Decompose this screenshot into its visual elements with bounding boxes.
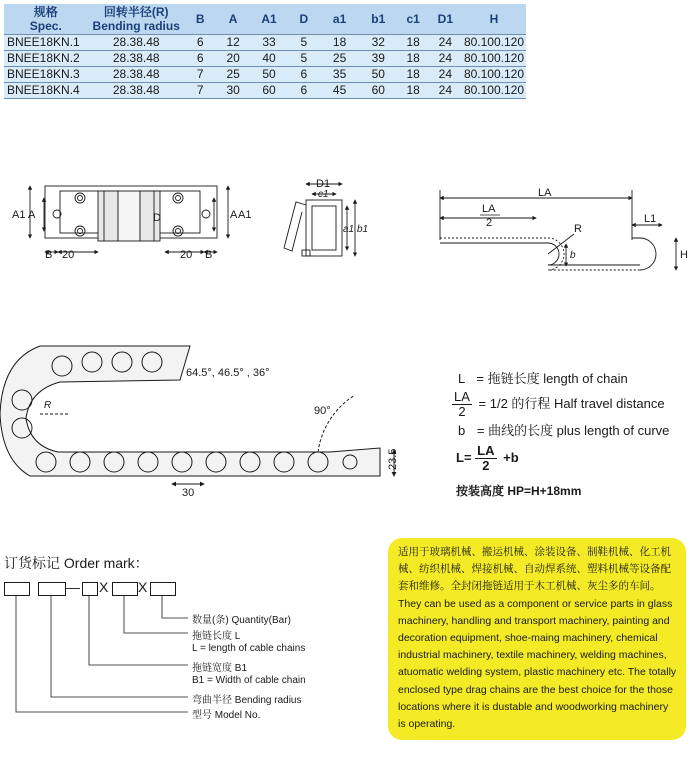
label-20-right: 20: [180, 249, 193, 261]
legend-curve: [458, 420, 669, 439]
cell: 18: [398, 51, 429, 67]
order-label-width-en: B1 = Width of cable chain: [192, 675, 306, 686]
cell: 5: [287, 35, 320, 51]
length-formula: [456, 444, 519, 473]
legend-la-num: LA: [454, 389, 470, 404]
header-b1: b1: [359, 4, 398, 35]
formula-fraction: [475, 444, 496, 473]
cell-spec: BNEE18KN.3: [4, 67, 88, 83]
cell: 12: [216, 35, 251, 51]
label-d1: D1: [316, 178, 331, 190]
label-a1-small: a1: [343, 224, 355, 235]
label-l1: L1: [644, 213, 657, 225]
cell: 80.100.120: [463, 67, 524, 81]
legend-l-symbol: L: [458, 371, 465, 386]
cell: 28.38.48: [88, 67, 185, 83]
cell: 18: [398, 35, 429, 51]
label-r-small: R: [574, 223, 582, 235]
legend-half-travel: [452, 390, 665, 419]
install-height: 按装高度 HP=H+18mm: [456, 484, 582, 498]
header-spec: 规格 Spec.: [4, 4, 88, 35]
cell: 40: [251, 51, 288, 67]
label-la-half-num: LA: [482, 203, 496, 215]
order-mark-leaders: [0, 0, 200, 720]
label-a-left: A: [28, 209, 36, 221]
label-23-5: 23.5: [387, 448, 399, 470]
cell: 80.100.120: [463, 83, 524, 97]
cell-spec: BNEE18KN.4: [4, 83, 88, 99]
cell: 33: [251, 35, 288, 51]
cell: 6: [185, 35, 216, 51]
cell: 50: [251, 67, 288, 83]
cell: 24: [429, 83, 462, 99]
cell: 28.38.48: [88, 35, 185, 51]
label-la-half-den: 2: [486, 217, 493, 229]
cell: 20: [216, 51, 251, 67]
cell: 24: [429, 67, 462, 83]
legend-l-text: = 拖链长度 length of chain: [476, 371, 628, 386]
label-b1: b1: [357, 224, 369, 235]
cell: 18: [398, 67, 429, 83]
label-h: H: [680, 249, 688, 261]
cell: 60: [359, 83, 398, 99]
cell: 50: [359, 67, 398, 83]
label-b-left: B: [45, 249, 53, 261]
order-label-radius: 弯曲半径 Bending radius: [192, 695, 302, 706]
cell: 6: [287, 67, 320, 83]
legend-la-fraction: [452, 390, 472, 419]
cell: 60: [251, 83, 288, 99]
cell-spec: BNEE18KN.1: [4, 35, 88, 51]
legend-b-text: = 曲线的长度 plus length of curve: [476, 423, 670, 438]
order-dash: —: [66, 579, 80, 595]
formula-right: +b: [503, 449, 519, 465]
cell: 80.100.120: [463, 35, 524, 49]
legend-la-text: = 1/2 的行程 Half travel distance: [478, 395, 665, 411]
cell: 32: [359, 35, 398, 51]
order-x-1: X: [99, 579, 109, 595]
cell: 35: [320, 67, 359, 83]
cell: 28.38.48: [88, 51, 185, 67]
label-d: D: [153, 212, 161, 224]
order-label-length-en: L = length of cable chains: [192, 643, 306, 654]
label-20-left: 20: [62, 249, 75, 261]
info-text-zh: 适用于玻璃机械、搬运机械、涂装设备、制鞋机械、化工机械、纺织机械、焊接机械、自动焊系统、塑料机械等设备配套和维修。全封闭拖链适用于木工机械、灰尘多的车间。: [398, 546, 671, 593]
cell: 45: [320, 83, 359, 99]
header-a: A: [216, 4, 251, 35]
header-d: D: [287, 4, 320, 35]
cell: 18: [320, 35, 359, 51]
header-d1: D1: [429, 4, 462, 35]
cell: 6: [287, 83, 320, 99]
order-label-width-zh: 拖链宽度 B1: [192, 663, 248, 674]
cell: 7: [185, 67, 216, 83]
cell: 18: [398, 83, 429, 99]
cell: 25: [216, 67, 251, 83]
label-la: LA: [538, 187, 552, 199]
legend-b-symbol: b: [458, 423, 466, 438]
cell: 80.100.120: [463, 51, 524, 65]
cell: 7: [185, 83, 216, 99]
order-mark-title: 订货标记 Order mark：: [4, 555, 149, 571]
formula-den: 2: [482, 458, 490, 473]
label-a1-left: A1: [12, 209, 26, 221]
order-label-length-zh: 拖链长度 L: [192, 631, 241, 642]
label-r-large: R: [44, 400, 52, 411]
label-c1: c1: [318, 189, 329, 200]
label-a-right: A: [230, 209, 238, 221]
label-angles: 64.5°, 46.5° , 36°: [186, 367, 270, 379]
header-a1-small: a1: [320, 4, 359, 35]
cell: 39: [359, 51, 398, 67]
header-b: B: [185, 4, 216, 35]
cell: 25: [320, 51, 359, 67]
application-info-box: [388, 538, 686, 740]
label-90-degrees: 90°: [314, 405, 331, 417]
cell: 24: [429, 51, 462, 67]
header-bending-radius: 回转半径(R) Bending radius: [88, 4, 185, 35]
header-h: H: [462, 4, 526, 35]
formula-left: L=: [456, 449, 472, 465]
formula-num: LA: [477, 443, 495, 458]
label-b-small: b: [570, 250, 576, 261]
cell: 28.38.48: [88, 83, 185, 99]
cell-spec: BNEE18KN.2: [4, 51, 88, 67]
order-label-quantity: 数量(条) Quantity(Bar): [192, 615, 291, 626]
travel-schematic: [440, 190, 676, 270]
cell: 30: [216, 83, 251, 99]
label-b-right: B: [205, 249, 213, 261]
header-c1: c1: [398, 4, 429, 35]
label-30: 30: [182, 487, 195, 499]
order-x-2: X: [138, 579, 148, 595]
legend-la-den: 2: [458, 404, 466, 419]
header-a1: A1: [251, 4, 288, 35]
info-text-en: They can be used as a component or service parts in glass machinery, handling and transport machinery, painting and decoration equipment, shoe-maing machinery, chemical industrial machinery, textile machinery, welding machines, atuomatic welding system, plastic machinery etc. The totally enclosed type drag chains are the best choice for the those locations where it is dustable and woodworking machinery is operating.: [398, 597, 677, 731]
legend-length: [458, 368, 628, 387]
cell: 5: [287, 51, 320, 67]
cell: 24: [429, 35, 462, 51]
label-a1-right: A1: [238, 209, 252, 221]
order-label-model: 型号 Model No.: [192, 710, 261, 721]
cell: 6: [185, 51, 216, 67]
